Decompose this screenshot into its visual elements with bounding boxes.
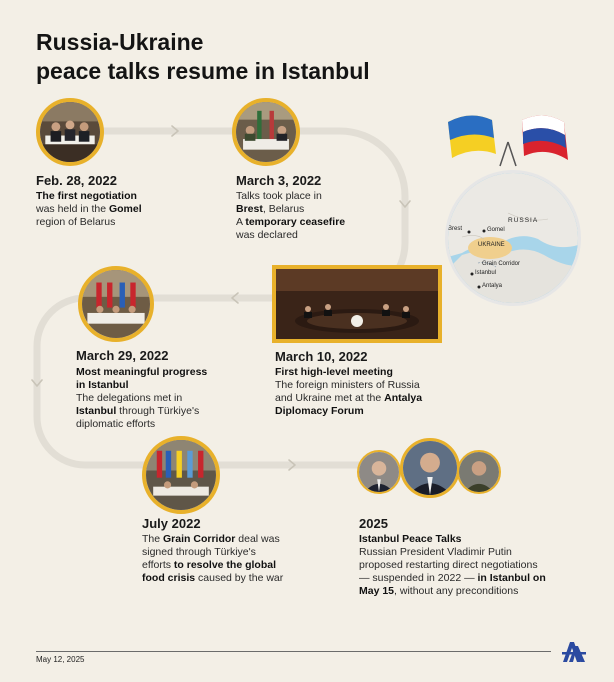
event-desc-march-10: First high-level meeting The foreign ministers of Russia and Ukraine met at the Antalya Diplomacy Forum	[275, 366, 423, 417]
event-date-march-29: March 29, 2022	[76, 348, 169, 363]
photo-antalya-forum	[272, 265, 442, 343]
map-label-istanbul: Istanbul	[475, 270, 497, 276]
photo-brest-talks	[232, 98, 300, 166]
map-label-russia: RUSSIA	[508, 217, 539, 224]
aa-logo-icon	[561, 638, 587, 664]
map-label-grain-corridor: Grain Corridor	[482, 261, 521, 267]
event-desc-feb-28: The first negotiation was held in the Gomel region of Belarus	[36, 190, 142, 228]
portrait-putin	[357, 450, 401, 494]
portrait-erdogan	[400, 438, 460, 498]
portrait-zelensky	[457, 450, 501, 494]
event-desc-2025: Istanbul Peace Talks Russian President Vladimir Putin proposed restarting direct negotiations — suspended in 2022 — in Istanbul on May 15, without any preconditions	[359, 533, 546, 597]
event-desc-july-2022: The Grain Corridor deal was signed through Türkiye's efforts to resolve the global food crisis caused by the war	[142, 533, 284, 584]
russia-flag-icon	[522, 115, 568, 160]
title-line-1: Russia-Ukraine	[36, 29, 204, 55]
photo-grain-corridor	[142, 436, 220, 514]
photo-istanbul-progress	[78, 266, 154, 342]
footer-date: May 12, 2025	[36, 655, 85, 664]
map-globe	[445, 170, 581, 306]
photo-first-negotiation	[36, 98, 104, 166]
map-label-brest: Brest	[448, 226, 463, 232]
ukraine-flag-icon	[448, 115, 496, 158]
event-date-2025: 2025	[359, 516, 388, 531]
map-label-ukraine: UKRAINE	[478, 242, 505, 248]
map-label-antalya: Antalya	[482, 283, 503, 289]
event-date-feb-28: Feb. 28, 2022	[36, 173, 117, 188]
event-date-july-2022: July 2022	[142, 516, 201, 531]
footer-divider	[36, 651, 551, 652]
event-date-march-3: March 3, 2022	[236, 173, 322, 188]
event-desc-march-3: Talks took place in Brest, Belarus A temporary ceasefire was declared	[236, 190, 346, 241]
map-label-gomel: Gomel	[487, 227, 505, 233]
title-line-2: peace talks resume in Istanbul	[36, 58, 370, 84]
event-desc-march-29: Most meaningful progress in Istanbul The delegations met in Istanbul through Türkiye's diplomatic efforts	[76, 366, 208, 430]
event-date-march-10: March 10, 2022	[275, 349, 368, 364]
